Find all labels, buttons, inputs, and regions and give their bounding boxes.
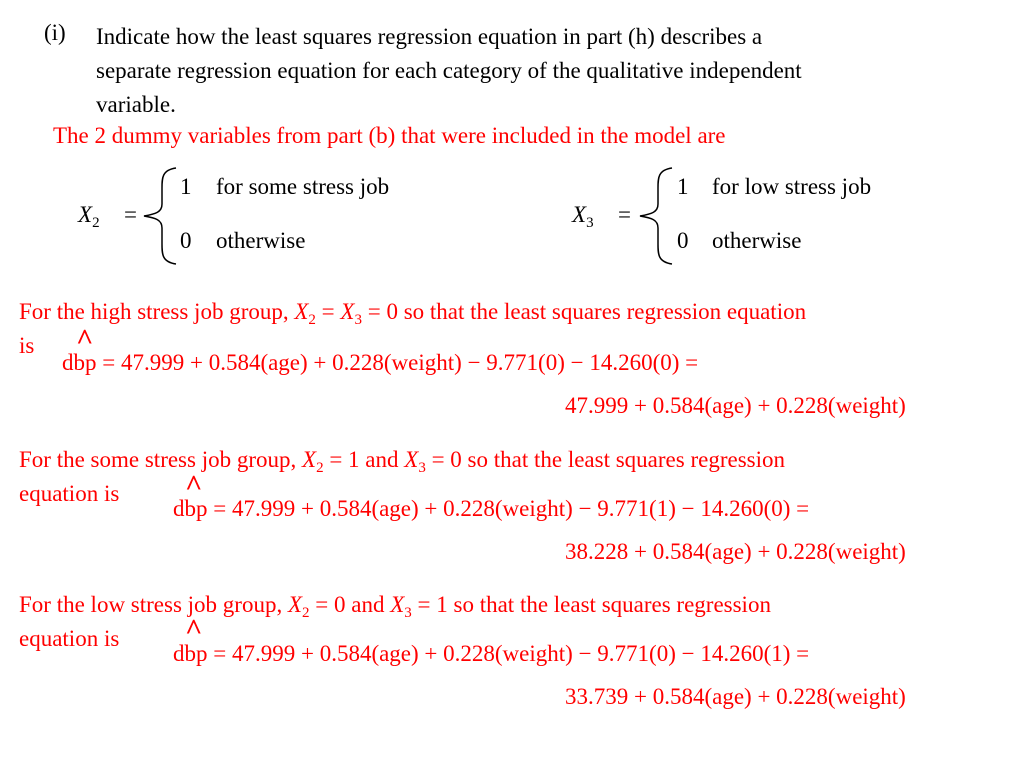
intro-text: The 2 dummy variables from part (b) that were included in the model are [53,123,726,148]
low-stress-sentence-end: equation is [19,626,120,651]
dummy-x2-zero-text: otherwise [216,228,306,253]
dummy-x3-zero-text: otherwise [712,228,802,253]
some-stress-result: 38.228 + 0.584(age) + 0.228(weight) [565,539,906,564]
dummy-x2-brace [140,166,180,266]
low-stress-equation: dbp = 47.999 + 0.584(age) + 0.228(weight) − 9.771(0) − 14.260(1) = [173,641,810,666]
dummy-x2-equals: = [124,202,137,227]
dummy-x3-zero-value: 0 [677,228,689,253]
dummy-x3-one-text: for low stress job [712,174,872,199]
question-label: (i) [44,20,66,45]
low-stress-sentence: For the low stress job group, $X_2 = 0$ and $X_3 = 1$ so that the least squares regression [19,592,771,621]
dummy-x3-brace [636,166,676,266]
low-stress-result: 33.739 + 0.584(age) + 0.228(weight) [565,684,906,709]
question-line-3: variable. [96,92,176,117]
high-stress-equation: dbp = 47.999 + 0.584(age) + 0.228(weight) − 9.771(0) − 14.260(0) = [62,350,699,375]
dummy-x3-equals: = [618,202,631,227]
high-stress-hat: ^ [76,323,94,356]
high-stress-sentence: For the high stress job group, $X_2 = X_3 = 0$ so that the least squares regression equation [19,299,807,328]
high-stress-result: 47.999 + 0.584(age) + 0.228(weight) [565,393,906,418]
question-line-2: separate regression equation for each category of the qualitative independent [96,58,802,83]
dummy-x2-one-value: 1 [180,174,192,199]
high-stress-sentence-end: is [19,333,35,358]
some-stress-equation: dbp = 47.999 + 0.584(age) + 0.228(weight) − 9.771(1) − 14.260(0) = [173,496,810,521]
dummy-x3-one-value: 1 [677,174,689,199]
dummy-x2-one-text: for some stress job [216,174,390,199]
dummy-x2-zero-value: 0 [180,228,192,253]
some-stress-sentence: For the some stress job group, $X_2 = 1$ and $X_3 = 0$ so that the least squares regression [19,447,785,476]
some-stress-sentence-end: equation is [19,481,120,506]
question-line-1: Indicate how the least squares regression equation in part (h) describes a [96,24,763,49]
dummy-x2-label: $X_2$ [78,202,100,231]
low-stress-hat: ^ [185,613,203,646]
some-stress-hat: ^ [185,469,203,502]
dummy-x3-label: $X_3$ [572,202,594,231]
